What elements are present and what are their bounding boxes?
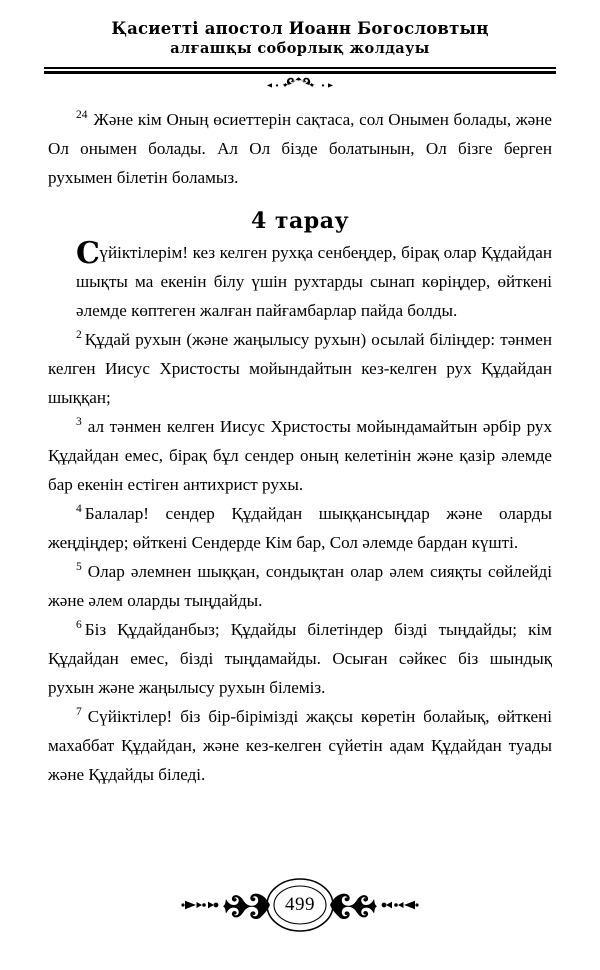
verse-number: 2 bbox=[76, 329, 82, 342]
verse-paragraph bbox=[48, 238, 552, 325]
verse-paragraph bbox=[48, 105, 552, 192]
verse-number: 4 bbox=[76, 503, 82, 516]
header-rule-thin bbox=[44, 67, 556, 69]
verse-paragraph bbox=[48, 615, 552, 702]
header-divider-ornament-icon bbox=[44, 74, 556, 92]
verse-paragraph bbox=[48, 557, 552, 615]
verse-text: Біз Құдайданбыз; Құдайды білетіндер бізді тыңдайды; кім Құдайдан емес, бізді тыңдамайды. Осыған сәйкес біз шындық рухын және жаңылысу рухын білеміз. bbox=[48, 620, 552, 697]
chapter-heading: 4 тарау bbox=[250, 208, 350, 234]
verse-number: 7 bbox=[76, 706, 82, 719]
running-head-line-1: Қасиетті апостол Иоанн Богословтың bbox=[111, 19, 489, 38]
running-head-line-2: алғашқы соборлық жолдауы bbox=[170, 40, 430, 57]
footer-flourish-ornament-icon bbox=[170, 874, 430, 936]
header-rule-thick bbox=[44, 71, 556, 74]
verse-paragraph bbox=[48, 702, 552, 789]
verse-text: Олар әлемнен шыққан, сондықтан олар әлем сияқты сөйлейді және әлем оларды тыңдайды. bbox=[48, 562, 552, 610]
header-divider bbox=[44, 67, 556, 91]
running-head bbox=[0, 0, 600, 59]
verse-text: Құдай рухын (және жаңылысу рухын) осылай біліңдер: тәнмен келген Иисус Христосты мойындайтын кез-келген рух Құдайдан шыққан; bbox=[48, 330, 552, 407]
verse-number: 24 bbox=[76, 109, 88, 122]
verse-paragraph bbox=[48, 325, 552, 412]
verse-number: 6 bbox=[76, 619, 82, 632]
verse-paragraph bbox=[48, 412, 552, 499]
verse-text: Және кім Оның өсиеттерін сақтаса, сол Онымен болады, және Ол онымен болады. Ал Ол бізде болатынын, Ол бізге берген рухымен білетін боламыз. bbox=[48, 110, 552, 187]
verse-number: 5 bbox=[76, 561, 82, 574]
verse-text: ал тәнмен келген Иисус Христосты мойындамайтын әрбір рух Құдайдан емес, бірақ бұл сендер оның келетінін және қазір әлемде бар екенін естіген антихрист рухы. bbox=[48, 417, 552, 494]
verse-paragraph bbox=[48, 499, 552, 557]
body-text bbox=[0, 91, 600, 874]
verse-text: үйіктілерім! кез келген рухқа сенбеңдер, бірақ олар Құдайдан шықты ма екенін білу үшін рухтарды сынап көріңдер, өйткені әлемде көптеген жалған пайғамбарлар пайда болды. bbox=[76, 243, 552, 320]
verse-text: Балалар! сендер Құдайдан шыққансыңдар және оларды жеңдіңдер; өйткені Сендерде Кім бар, Сол әлемде бардан күшті. bbox=[48, 504, 552, 552]
drop-cap: С bbox=[76, 236, 100, 271]
verse-number: 3 bbox=[76, 416, 82, 429]
page-footer bbox=[0, 874, 600, 970]
page-number: 499 bbox=[285, 894, 315, 915]
verse-text: Сүйіктілер! біз бір-бірімізді жақсы көретін болайық, өйткені махаббат Құдайдан, және кез-келген сүйетін адам Құдайдан туады және Құдайды біледі. bbox=[48, 707, 552, 784]
